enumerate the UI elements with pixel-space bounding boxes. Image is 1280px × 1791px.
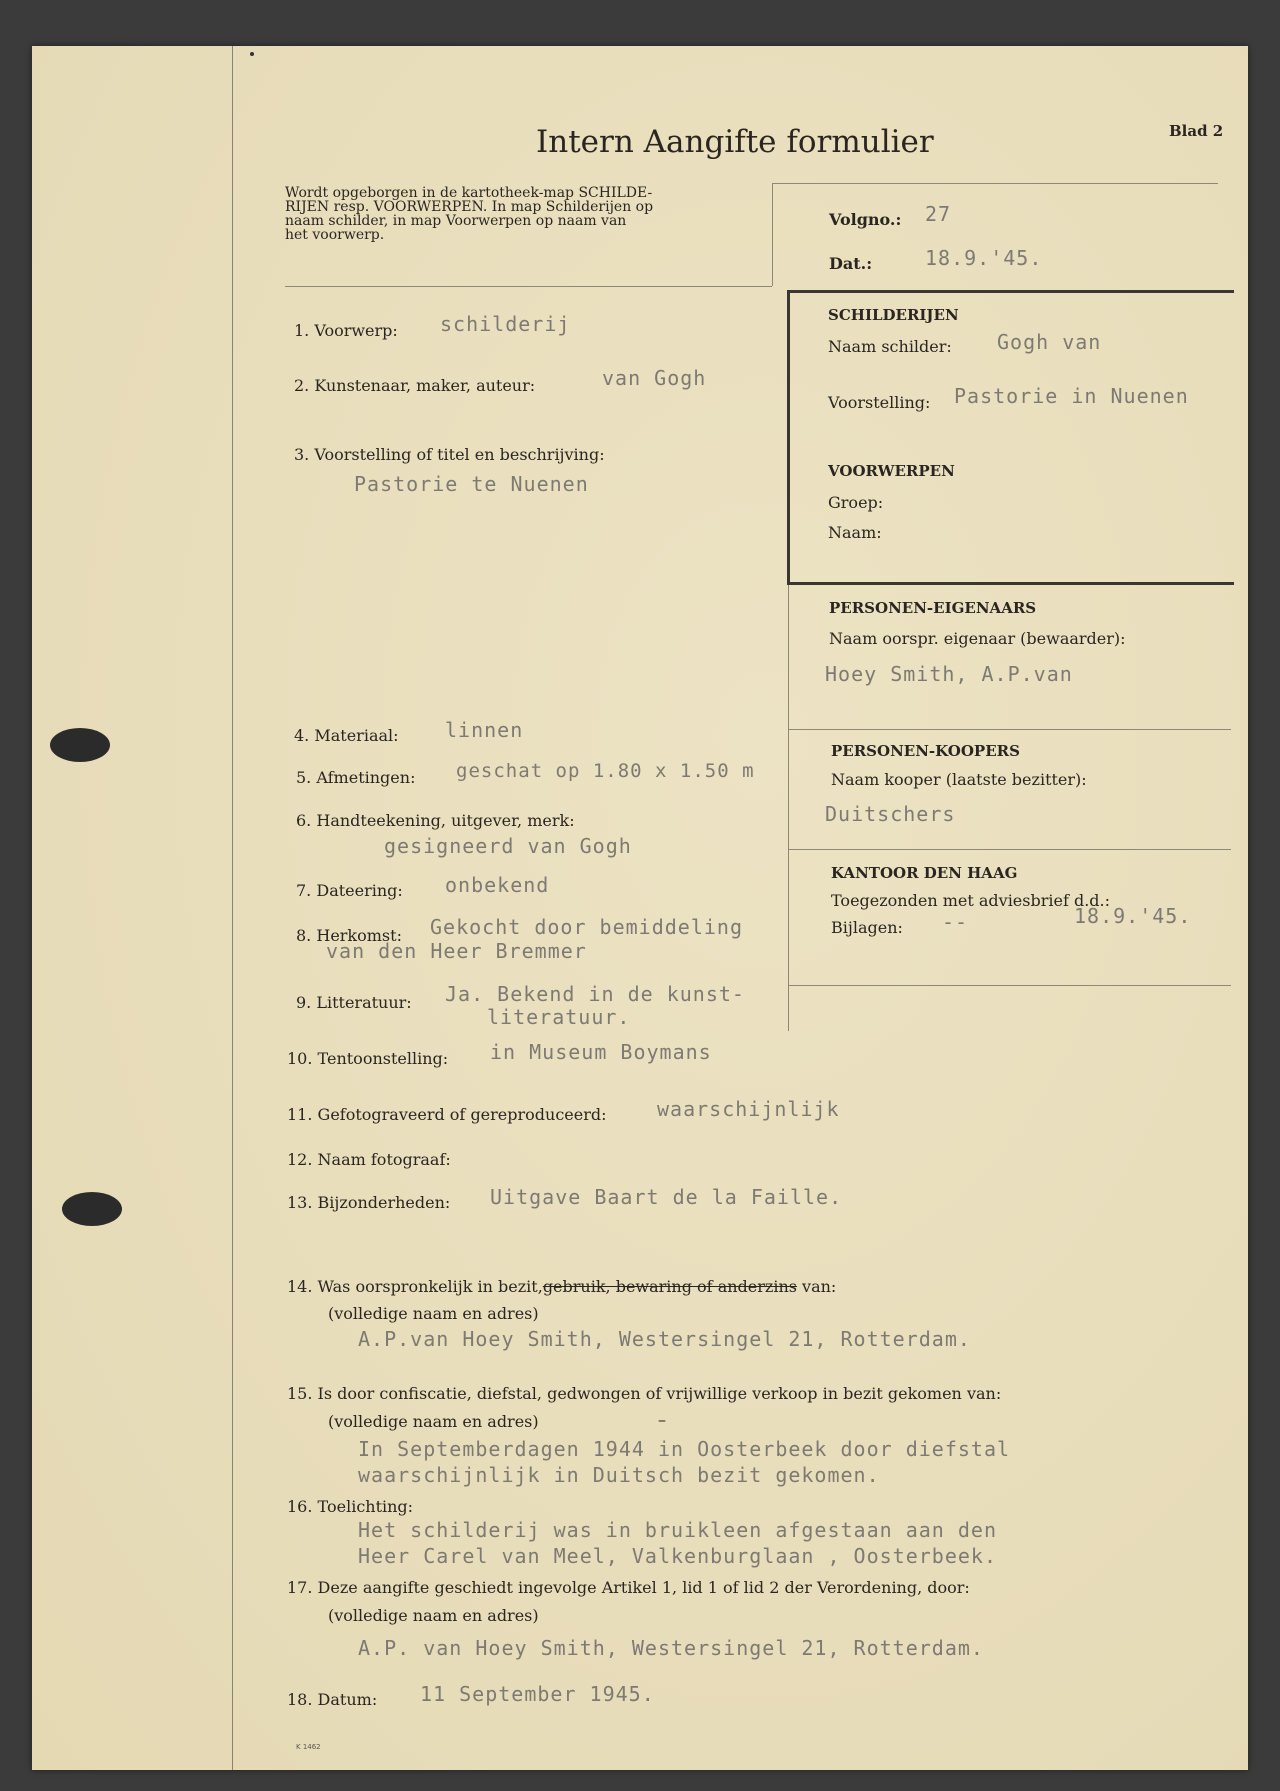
eigenaars-heading: PERSONEN-EIGENAARS xyxy=(829,599,1037,617)
form-title: Intern Aangifte formulier xyxy=(536,124,934,160)
voorstelling-label: Voorstelling: xyxy=(828,393,931,412)
form-sheet xyxy=(32,46,1248,1770)
page-number: Blad 2 xyxy=(1169,122,1224,140)
kantoor-heading: KANTOOR DEN HAAG xyxy=(831,864,1018,882)
field-11-value: waarschijnlijk xyxy=(657,1097,840,1121)
voorwerpen-heading: VOORWERPEN xyxy=(828,462,955,480)
field-8: 8. Herkomst: xyxy=(296,926,402,945)
field-9-value: literatuur. xyxy=(487,1005,631,1029)
eigenaar-label: Naam oorspr. eigenaar (bewaarder): xyxy=(829,629,1126,648)
box-border xyxy=(787,290,1234,293)
adviesbrief-date: 18.9.'45. xyxy=(1074,904,1192,928)
box-border xyxy=(787,582,1234,585)
naam-schilder-value: Gogh van xyxy=(997,330,1102,354)
bijlagen-label: Bijlagen: xyxy=(831,918,903,937)
koopers-heading: PERSONEN-KOOPERS xyxy=(831,742,1020,760)
field-1-value: schilderij xyxy=(440,312,571,336)
field-5: 5. Afmetingen: xyxy=(296,768,416,787)
field-8-value: Gekocht door bemiddeling xyxy=(430,915,743,939)
field-6-value: gesigneerd van Gogh xyxy=(384,834,632,858)
naam-label: Naam: xyxy=(828,523,882,542)
naam-schilder-label: Naam schilder: xyxy=(828,337,952,356)
divider xyxy=(285,286,772,287)
field-15-value: waarschijnlijk in Duitsch bezit gekomen. xyxy=(358,1463,880,1487)
dat-value: 18.9.'45. xyxy=(925,246,1043,270)
field-8-value: van den Heer Bremmer xyxy=(326,939,587,963)
form-code: K 1462 xyxy=(296,1743,321,1751)
field-12: 12. Naam fotograaf: xyxy=(287,1150,451,1169)
field-15-sub: (volledige naam en adres) xyxy=(328,1412,539,1431)
field-17-sub: (volledige naam en adres) xyxy=(328,1606,539,1625)
field-5-value: geschat op 1.80 x 1.50 m xyxy=(456,760,755,782)
field-17-value: A.P. van Hoey Smith, Westersingel 21, Rotterdam. xyxy=(358,1636,984,1660)
field-13: 13. Bijzonderheden: xyxy=(287,1193,451,1212)
field-15: 15. Is door confiscatie, diefstal, gedwongen of vrijwillige verkoop in bezit gekomen van: xyxy=(287,1384,1002,1403)
field-11: 11. Gefotograveerd of gereproduceerd: xyxy=(287,1105,607,1124)
field-2-value: van Gogh xyxy=(602,366,707,390)
field-15-dash: – xyxy=(658,1410,666,1429)
schilderijen-heading: SCHILDERIJEN xyxy=(828,306,959,324)
field-3-value: Pastorie te Nuenen xyxy=(354,472,589,496)
field-10: 10. Tentoonstelling: xyxy=(287,1049,449,1068)
volgno-label: Volgno.: xyxy=(829,210,902,229)
field-9-value: Ja. Bekend in de kunst- xyxy=(445,982,745,1006)
field-17: 17. Deze aangifte geschiedt ingevolge Artikel 1, lid 1 of lid 2 der Verordening, door: xyxy=(287,1578,970,1597)
field-16-value: Het schilderij was in bruikleen afgestaan aan den xyxy=(358,1518,998,1542)
field-16: 16. Toelichting: xyxy=(287,1497,414,1516)
field-18: 18. Datum: xyxy=(287,1690,378,1709)
groep-label: Groep: xyxy=(828,493,884,512)
box-border xyxy=(788,729,1231,730)
field-18-value: 11 September 1945. xyxy=(420,1682,655,1706)
field-4: 4. Materiaal: xyxy=(294,726,399,745)
box-border xyxy=(788,985,1231,986)
voorstelling-value: Pastorie in Nuenen xyxy=(954,384,1189,408)
kooper-value: Duitschers xyxy=(825,802,956,826)
volgno-value: 27 xyxy=(925,202,952,226)
field-6: 6. Handteekening, uitgever, merk: xyxy=(296,811,575,830)
intro-text: Wordt opgeborgen in de kartotheek-map SCHILDE- RIJEN resp. VOORWERPEN. In map Schilderijen op naam schilder, in map Voorwerpen op naam van het voorwerp. xyxy=(285,185,654,243)
field-9: 9. Litteratuur: xyxy=(296,993,412,1012)
field-7-value: onbekend xyxy=(445,873,550,897)
field-14: 14. Was oorspronkelijk in bezit,gebruik, bewaring of anderzins van: xyxy=(287,1277,837,1296)
field-14-sub: (volledige naam en adres) xyxy=(328,1304,539,1323)
kooper-label: Naam kooper (laatste bezitter): xyxy=(831,770,1087,789)
punch-hole xyxy=(50,728,110,762)
bijlagen-value: -- xyxy=(942,910,969,934)
adviesbrief-label: Toegezonden met adviesbrief d.d.: xyxy=(831,891,1111,910)
field-10-value: in Museum Boymans xyxy=(490,1040,712,1064)
divider xyxy=(772,183,773,286)
field-7: 7. Dateering: xyxy=(296,881,403,900)
field-3: 3. Voorstelling of titel en beschrijving: xyxy=(294,445,605,464)
field-13-value: Uitgave Baart de la Faille. xyxy=(490,1185,843,1209)
divider xyxy=(772,183,1218,184)
field-15-value: In Septemberdagen 1944 in Oosterbeek door diefstal xyxy=(358,1437,1011,1461)
field-1: 1. Voorwerp: xyxy=(294,321,398,340)
punch-hole xyxy=(62,1192,122,1226)
box-border xyxy=(788,849,1231,850)
margin-line xyxy=(232,46,233,1770)
eigenaar-value: Hoey Smith, A.P.van xyxy=(825,662,1073,686)
field-14-value: A.P.van Hoey Smith, Westersingel 21, Rotterdam. xyxy=(358,1327,971,1351)
ink-dot xyxy=(250,52,254,56)
box-border xyxy=(787,290,790,584)
field-2: 2. Kunstenaar, maker, auteur: xyxy=(294,376,536,395)
dat-label: Dat.: xyxy=(829,254,873,273)
field-16-value: Heer Carel van Meel, Valkenburglaan , Oosterbeek. xyxy=(358,1544,998,1568)
field-4-value: linnen xyxy=(445,718,524,742)
box-border xyxy=(788,585,789,1031)
